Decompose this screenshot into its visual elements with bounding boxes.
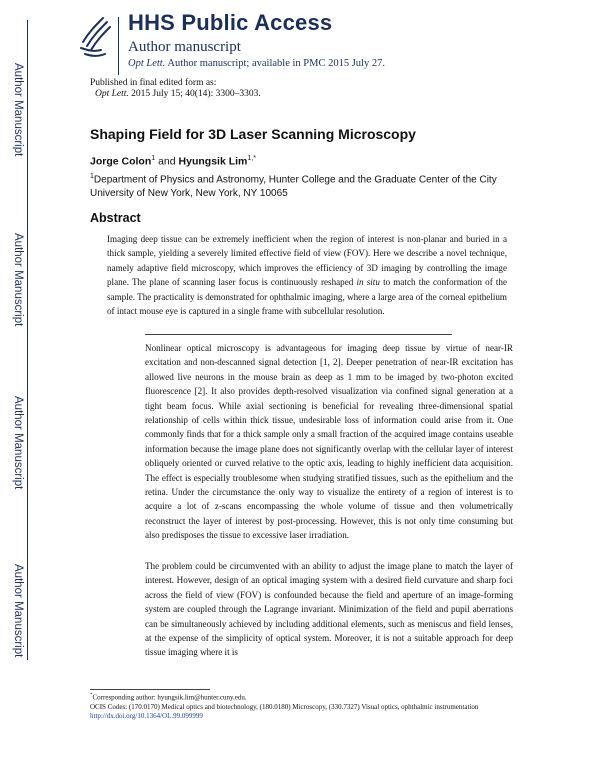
citation-journal: Opt Lett. bbox=[95, 89, 129, 99]
side-banner-3: Author Manuscript bbox=[12, 396, 24, 490]
publication-citation bbox=[95, 89, 261, 99]
body-paragraph-1: Nonlinear optical microscopy is advantageous for imaging deep tissue by virtue of near-IR excitation and non-descanned signal detection [1, 2]. Deeper penetration of near-IR excitation has allowed live neurons in the mouse brain as deep as 1 mm to be imaged by two-photon excited fluorescence [2]. It also provides depth-resolved visualization via confined signal generation at a tight beam focus. While axial sectioning is beneficial for revealing three-dimensional spatial relationship of cells within thick tissue, undesirable loss of information could arise from it. One commonly finds that for a thick sample only a small fraction of the acquired image contains useable information because the image plane does not significantly overlap with the cellular layer of interest obliquely oriented or curved relative to the optic axis, leading to highly inefficient data acquisition. The effect is especially troublesome when studying stratified tissues, such as the epithelium and the retina. Under the circumstance the only way to visualize the entirety of a region of interest is to acquire a lot of z-scans encompassing the whole volume of tissue and then volumetrically reconstruct the layer of interest by post-processing. However, this is not only time consuming but also predisposes the tissue to excessive laser irradiation. bbox=[145, 343, 513, 541]
corresponding-author-note bbox=[90, 693, 247, 701]
corresponding-text: Corresponding author: hyungsik.lim@hunter.cuny.edu. bbox=[92, 693, 247, 702]
header-journal: Opt Lett. bbox=[128, 58, 166, 69]
author-1-affil-mark: 1 bbox=[151, 155, 156, 162]
abstract-text-a: Imaging deep tissue can be extremely inefficient when the region of interest is non-planar and buried in a thick sample, yielding a severely limited effective field of view (FOV). Here we describe a novel technique, namely adaptive field microscopy, which improves the efficiency of 3D imaging by controlling the image plane. The plane of scanning laser focus is continuously reshaped bbox=[107, 234, 507, 288]
abstract-heading: Abstract bbox=[90, 211, 141, 225]
affiliation-text: Department of Physics and Astronomy, Hunter College and the Graduate Center of the City University of New York, New York, NY 10065 bbox=[90, 174, 497, 200]
author-2: Hyungsik Lim bbox=[178, 155, 248, 168]
header-subtitle: Author manuscript bbox=[128, 39, 241, 55]
abstract-text bbox=[107, 232, 507, 318]
article-title: Shaping Field for 3D Laser Scanning Microscopy bbox=[90, 126, 416, 142]
header-availability bbox=[128, 58, 385, 69]
ocis-text: OCIS Codes: (170.0170) Medical optics and biotechnology, (180.0180) Microscopy, (330.7327) Visual optics, ophthalmic instrumentation bbox=[90, 703, 479, 711]
author-conjunction: and bbox=[155, 155, 179, 168]
hhs-eagle-logo-icon bbox=[75, 12, 115, 62]
ocis-codes-note bbox=[90, 703, 510, 721]
side-divider bbox=[27, 20, 28, 660]
doi-link[interactable]: http://dx.doi.org/10.1364/OL.99.099999 bbox=[90, 712, 203, 720]
header-availability-text: Author manuscript; available in PMC 2015 July 27. bbox=[165, 58, 385, 69]
author-list bbox=[90, 155, 256, 168]
side-banner-2: Author Manuscript bbox=[12, 233, 24, 327]
author-1: Jorge Colon bbox=[90, 155, 152, 168]
side-banner-1: Author Manuscript bbox=[12, 63, 24, 157]
abstract-italic-term: in situ bbox=[356, 277, 380, 288]
side-banner-4: Author Manuscript bbox=[12, 564, 24, 658]
header-title: HHS Public Access bbox=[128, 10, 333, 35]
affiliation-mark: 1 bbox=[90, 173, 94, 180]
abstract-text-b: to match the conformation of the sample. The practicality is demonstrated for ophthalmic imaging, where a large area of the corneal epithelium of intact mouse eye is captured in a single frame with subcellular resolution. bbox=[107, 277, 508, 317]
footnote-divider bbox=[90, 689, 210, 690]
published-label: Published in final edited form as: bbox=[90, 78, 217, 88]
corresponding-mark: * bbox=[90, 693, 93, 698]
section-divider bbox=[145, 334, 452, 335]
affiliation bbox=[90, 170, 510, 201]
header-divider bbox=[118, 17, 119, 75]
body-paragraph-2: The problem could be circumvented with an ability to adjust the image plane to match the layer of interest. However, design of an optical imaging system with a desired field curvature and sharp foci across the field of view (FOV) is confounded because the field and aperture of an image-forming system are coupled through the Lagrange invariant. Minimization of the field and pupil aberrations can be simultaneously achieved by including additional elements, such as meniscus and field lenses, at the expense of the simplicity of optical system. Moreover, it is not a suitable approach for deep tissue imaging where it is bbox=[145, 561, 513, 658]
citation-details: 2015 July 15; 40(14): 3300–3303. bbox=[128, 89, 261, 99]
author-2-affil-mark: 1,* bbox=[247, 155, 256, 162]
